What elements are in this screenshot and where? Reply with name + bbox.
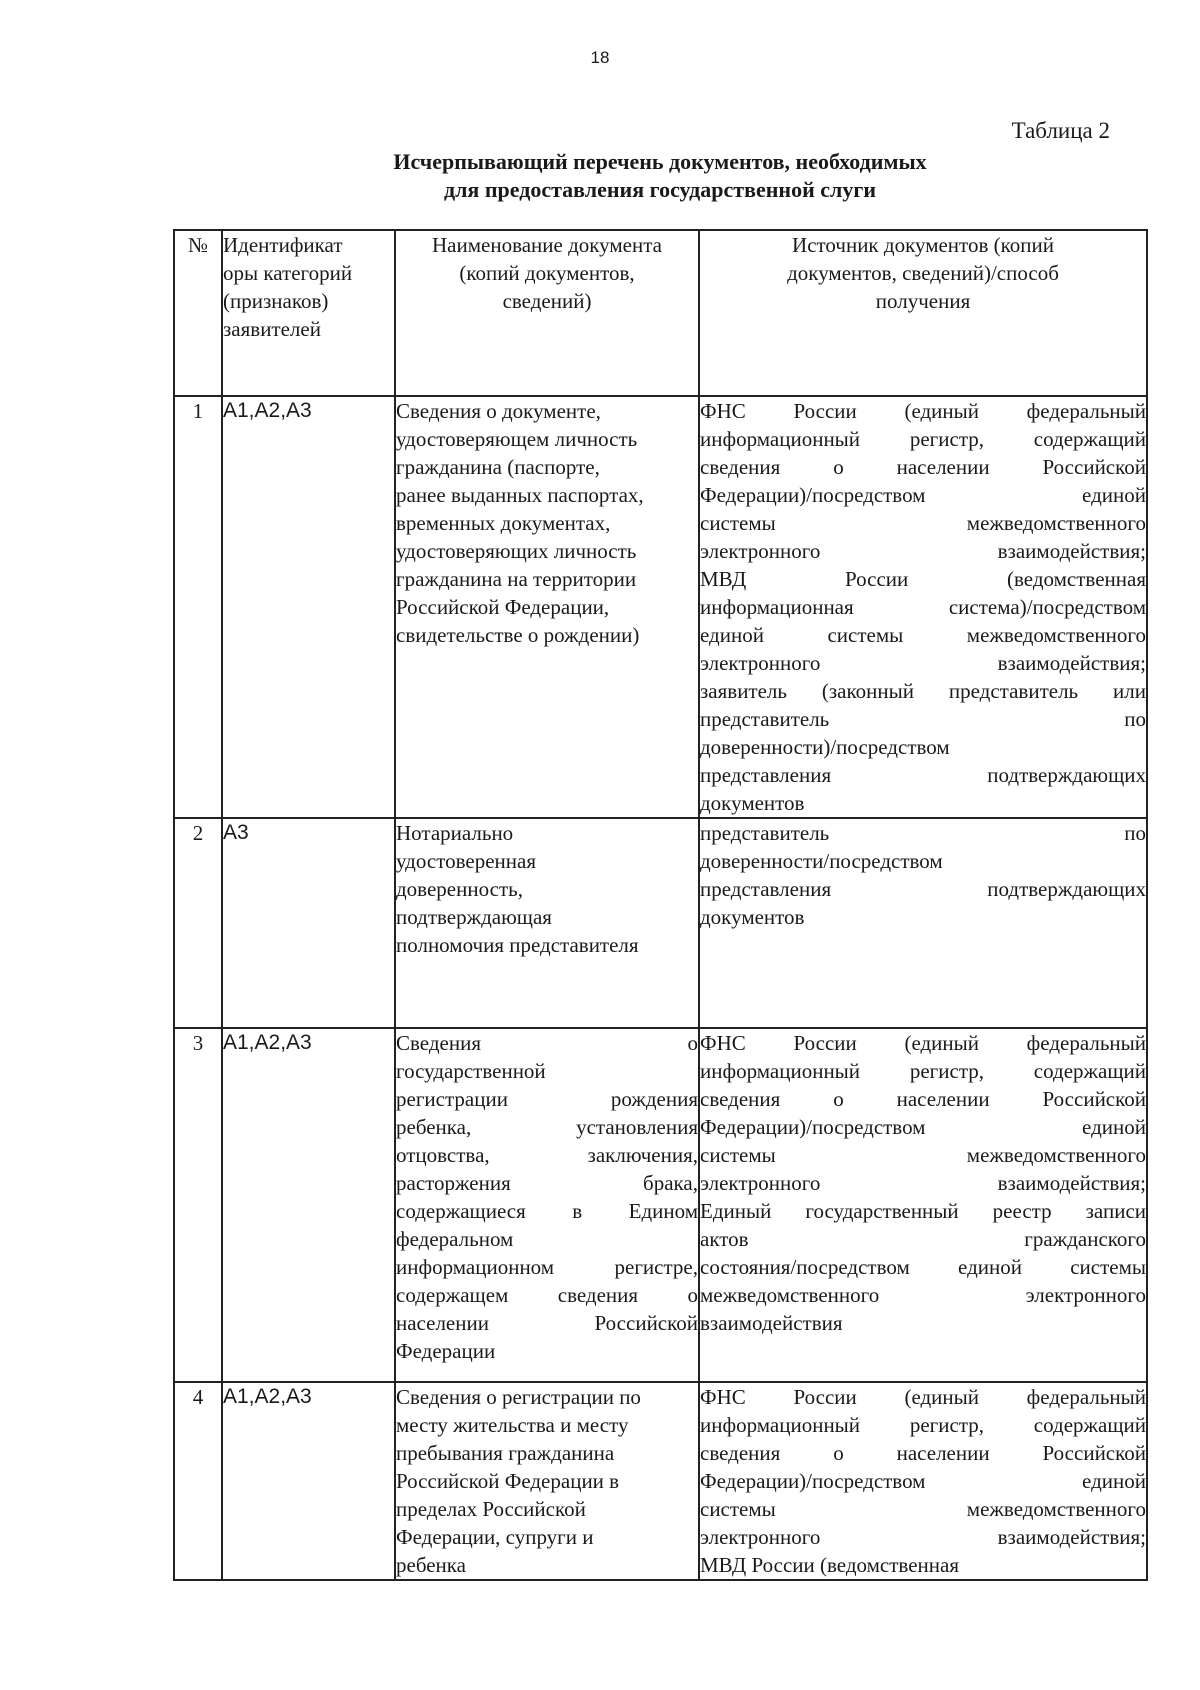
cell-text-line: системы межведомственного: [700, 511, 1146, 535]
title-line-2: для предоставления государственной слуги: [443, 177, 877, 202]
cell-text-line: полномочия представителя: [396, 933, 639, 957]
documents-table: [173, 229, 1148, 1581]
cell-text-line: ФНС России (единый федеральный: [700, 399, 1146, 423]
row-document-name: [395, 1028, 699, 1382]
cell-text-line: пределах Российской: [396, 1497, 586, 1521]
cell-text-line: расторжения брака,: [396, 1171, 698, 1195]
row-number: 2: [174, 818, 222, 1028]
cell-text-line: МВД России (ведомственная: [700, 567, 1146, 591]
cell-text-line: Сведения о: [396, 1031, 698, 1055]
header-text-line: оры категорий: [223, 261, 353, 285]
cell-text-line: единой системы межведомственного: [700, 623, 1146, 647]
cell-text-line: Федерации: [396, 1339, 496, 1363]
cell-text-line: информационном регистре,: [396, 1255, 698, 1279]
cell-text-line: удостоверенная: [396, 849, 536, 873]
header-text-line: (признаков): [223, 289, 329, 313]
cell-text-line: Единый государственный реестр записи: [700, 1199, 1146, 1223]
cell-text-line: системы межведомственного: [700, 1497, 1146, 1521]
header-document-source: [699, 230, 1147, 396]
row-document-name: [395, 396, 699, 818]
cell-text-line: месту жительства и месту: [396, 1413, 629, 1437]
cell-text-line: информационный регистр, содержащий: [700, 1059, 1146, 1083]
cell-text-line: сведения о населении Российской: [700, 455, 1146, 479]
cell-text-line: электронного взаимодействия;: [700, 651, 1146, 675]
table-caption: Таблица 2: [1011, 118, 1110, 143]
cell-text-line: сведения о населении Российской: [700, 1441, 1146, 1465]
header-text-line: (копий документов,: [459, 261, 635, 285]
table-header-row: [174, 230, 1147, 396]
header-text-line: сведений): [502, 289, 592, 313]
cell-text-line: документов: [700, 791, 805, 815]
cell-text-line: содержащиеся в Едином: [396, 1199, 698, 1223]
header-number: №: [174, 230, 222, 396]
cell-text-line: системы межведомственного: [700, 1143, 1146, 1167]
cell-text-line: представления подтверждающих: [700, 877, 1146, 901]
row-applicant-ids: А3: [222, 818, 395, 1028]
header-document-name: [395, 230, 699, 396]
title-line-1: Исчерпывающий перечень документов, необходимых: [393, 149, 927, 174]
cell-text-line: доверенность,: [396, 877, 523, 901]
cell-text-line: информационная система)/посредством: [700, 595, 1146, 619]
cell-text-line: Сведения о регистрации по: [396, 1385, 641, 1409]
cell-text-line: гражданина (паспорте,: [396, 455, 600, 479]
cell-text-line: подтверждающая: [396, 905, 552, 929]
page-number: 18: [590, 48, 610, 67]
cell-text-line: ребенка: [396, 1553, 466, 1577]
row-applicant-ids: А1,А2,А3: [222, 1382, 395, 1580]
cell-text-line: удостоверяющих личность: [396, 539, 637, 563]
header-text-line: Наименование документа: [432, 233, 662, 257]
cell-text-line: ФНС России (единый федеральный: [700, 1031, 1146, 1055]
header-text-line: Источник документов (копий: [792, 233, 1054, 257]
row-number: 3: [174, 1028, 222, 1382]
cell-text-line: электронного взаимодействия;: [700, 1525, 1146, 1549]
cell-text-line: Нотариально: [396, 821, 514, 845]
row-applicant-ids: А1,А2,А3: [222, 396, 395, 818]
cell-text-line: удостоверяющем личность: [396, 427, 638, 451]
cell-text-line: МВД России (ведомственная: [700, 1553, 959, 1577]
table-row: [174, 396, 1147, 818]
cell-text-line: временных документах,: [396, 511, 611, 535]
cell-text-line: состояния/посредством единой системы: [700, 1255, 1146, 1279]
cell-text-line: населении Российской: [396, 1311, 698, 1335]
cell-text-line: электронного взаимодействия;: [700, 1171, 1146, 1195]
row-document-source: [699, 1028, 1147, 1382]
cell-text-line: ФНС России (единый федеральный: [700, 1385, 1146, 1409]
cell-text-line: электронного взаимодействия;: [700, 539, 1146, 563]
header-applicant-ids: [222, 230, 395, 396]
cell-text-line: Сведения о документе,: [396, 399, 601, 423]
row-document-source: [699, 1382, 1147, 1580]
cell-text-line: взаимодействия: [700, 1311, 843, 1335]
header-text-line: Идентификат: [223, 233, 343, 257]
cell-text-line: отцовства, заключения,: [396, 1143, 698, 1167]
cell-text-line: Федерации)/посредством единой: [700, 1469, 1146, 1493]
table-row: [174, 1028, 1147, 1382]
cell-text-line: доверенности/посредством: [700, 849, 943, 873]
cell-text-line: гражданина на территории: [396, 567, 637, 591]
cell-text-line: документов: [700, 905, 805, 929]
row-applicant-ids: А1,А2,А3: [222, 1028, 395, 1382]
table-row: [174, 1382, 1147, 1580]
row-number: 4: [174, 1382, 222, 1580]
cell-text-line: Федерации)/посредством единой: [700, 483, 1146, 507]
cell-text-line: Российской Федерации в: [396, 1469, 620, 1493]
cell-text-line: заявитель (законный представитель или: [700, 679, 1146, 703]
cell-text-line: ранее выданных паспортах,: [396, 483, 644, 507]
cell-text-line: Федерации)/посредством единой: [700, 1115, 1146, 1139]
row-document-name: [395, 1382, 699, 1580]
row-document-name: [395, 818, 699, 1028]
cell-text-line: актов гражданского: [700, 1227, 1146, 1251]
header-text-line: получения: [875, 289, 971, 313]
cell-text-line: содержащем сведения о: [396, 1283, 698, 1307]
document-title: [300, 148, 1020, 204]
table-row: [174, 818, 1147, 1028]
cell-text-line: государственной: [396, 1059, 546, 1083]
row-number: 1: [174, 396, 222, 818]
row-document-source: [699, 396, 1147, 818]
cell-text-line: сведения о населении Российской: [700, 1087, 1146, 1111]
cell-text-line: пребывания гражданина: [396, 1441, 615, 1465]
row-document-source: [699, 818, 1147, 1028]
cell-text-line: свидетельстве о рождении): [396, 623, 640, 647]
cell-text-line: представления подтверждающих: [700, 763, 1146, 787]
cell-text-line: доверенности)/посредством: [700, 735, 950, 759]
cell-text-line: информационный регистр, содержащий: [700, 427, 1146, 451]
cell-text-line: межведомственного электронного: [700, 1283, 1146, 1307]
cell-text-line: информационный регистр, содержащий: [700, 1413, 1146, 1437]
cell-text-line: Федерации, супруги и: [396, 1525, 594, 1549]
header-text-line: заявителей: [223, 317, 321, 341]
header-text-line: документов, сведений)/способ: [787, 261, 1059, 285]
cell-text-line: регистрации рождения: [396, 1087, 698, 1111]
cell-text-line: ребенка, установления: [396, 1115, 698, 1139]
cell-text-line: Российской Федерации,: [396, 595, 610, 619]
cell-text-line: представитель по: [700, 821, 1146, 845]
cell-text-line: представитель по: [700, 707, 1146, 731]
cell-text-line: федеральном: [396, 1227, 514, 1251]
